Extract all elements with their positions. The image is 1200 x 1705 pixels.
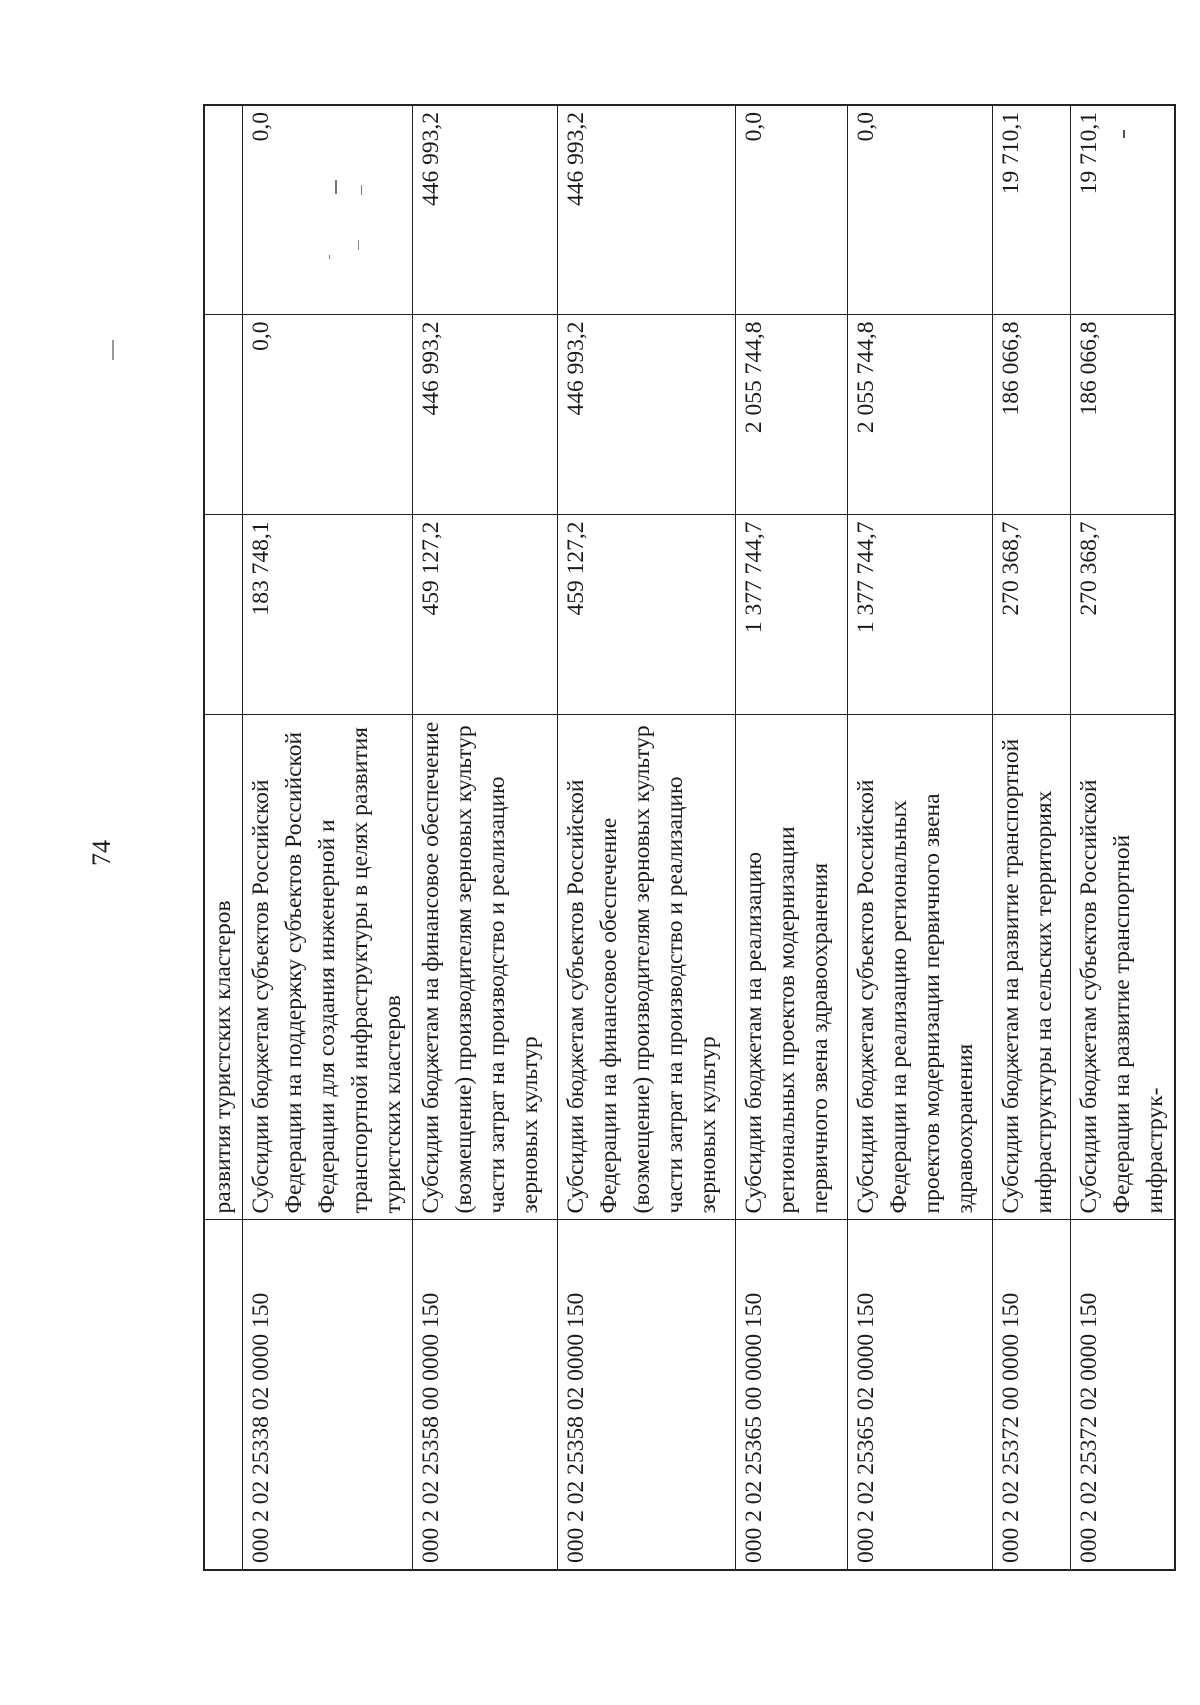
cell-value-3: 446 993,2	[558, 105, 736, 315]
cell-value-3: 19 710,1	[1071, 105, 1176, 315]
cell-name: Субсидии бюджетам субъектов Российской Федерации на поддержку субъектов Российской Федерации для создания инженерной и транспортной инфраструктуры в целях развития туристских кластеров	[243, 715, 413, 1220]
scan-artifact	[1123, 130, 1125, 138]
budget-table-container	[203, 106, 1168, 1571]
table-row	[736, 105, 848, 1570]
cell-value-2: 2 055 744,8	[848, 315, 993, 515]
cell-value-3: 19 710,1	[993, 105, 1071, 315]
cell-code	[204, 1220, 243, 1570]
table-row	[243, 105, 413, 1570]
scan-artifact	[361, 185, 362, 195]
cell-value-2: 446 993,2	[413, 315, 558, 515]
cell-name: Субсидии бюджетам на реализацию региональных проектов модернизации первичного звена здравоохранения	[736, 715, 848, 1220]
cell-value-3: 0,0	[736, 105, 848, 315]
cell-code: 000 2 02 25372 00 0000 150	[993, 1220, 1071, 1570]
cell-value-2: 2 055 744,8	[736, 315, 848, 515]
scan-artifact	[358, 240, 359, 250]
cell-name: Субсидии бюджетам субъектов Российской Федерации на финансовое обеспечение (возмещение) производителям зерновых культур части затрат на производство и реализацию зерновых культур	[558, 715, 736, 1220]
cell-code: 000 2 02 25358 02 0000 150	[558, 1220, 736, 1570]
page-number	[72, 0, 132, 1705]
cell-code: 000 2 02 25365 02 0000 150	[848, 1220, 993, 1570]
cell-name: Субсидии бюджетам на развитие транспортной инфраструктуры на сельских территориях	[993, 715, 1071, 1220]
cell-value	[204, 515, 243, 715]
cell-code: 000 2 02 25338 02 0000 150	[243, 1220, 413, 1570]
table-row	[1071, 105, 1176, 1570]
cell-value-3: 0,0	[243, 105, 413, 315]
cell-value-1: 270 368,7	[993, 515, 1071, 715]
table-row	[413, 105, 558, 1570]
budget-table	[203, 104, 1176, 1571]
cell-value-2: 186 066,8	[993, 315, 1071, 515]
cell-value-2: 186 066,8	[1071, 315, 1176, 515]
table-row	[558, 105, 736, 1570]
cell-value-1: 1 377 744,7	[736, 515, 848, 715]
cell-name: Субсидии бюджетам субъектов Российской Федерации на реализацию региональных проектов модернизации первичного звена здравоохранения	[848, 715, 993, 1220]
cell-code: 000 2 02 25365 00 0000 150	[736, 1220, 848, 1570]
cell-value-2: 446 993,2	[558, 315, 736, 515]
table-row-continuation	[204, 105, 243, 1570]
table-row	[993, 105, 1071, 1570]
cell-value-1: 459 127,2	[413, 515, 558, 715]
page-number-text: 74	[87, 839, 116, 866]
cell-value	[204, 105, 243, 315]
cell-code: 000 2 02 25358 00 0000 150	[413, 1220, 558, 1570]
cell-value-1: 459 127,2	[558, 515, 736, 715]
table-row	[848, 105, 993, 1570]
cell-name: развития туристских кластеров	[204, 715, 243, 1220]
cell-value-1: 1 377 744,7	[848, 515, 993, 715]
cell-code: 000 2 02 25372 02 0000 150	[1071, 1220, 1176, 1570]
cell-value-1: 270 368,7	[1071, 515, 1176, 715]
cell-value-2: 0,0	[243, 315, 413, 515]
cell-value-3: 0,0	[848, 105, 993, 315]
scan-artifact	[329, 255, 330, 259]
scan-artifact	[335, 180, 337, 194]
cell-value	[204, 315, 243, 515]
cell-name: Субсидии бюджетам субъектов Российской Федерации на развитие транспортной инфраструк-	[1071, 715, 1176, 1220]
scan-artifact	[112, 340, 114, 360]
cell-name: Субсидии бюджетам на финансовое обеспечение (возмещение) производителям зерновых культур части затрат на производство и реализацию зерновых культур	[413, 715, 558, 1220]
cell-value-1: 183 748,1	[243, 515, 413, 715]
cell-value-3: 446 993,2	[413, 105, 558, 315]
